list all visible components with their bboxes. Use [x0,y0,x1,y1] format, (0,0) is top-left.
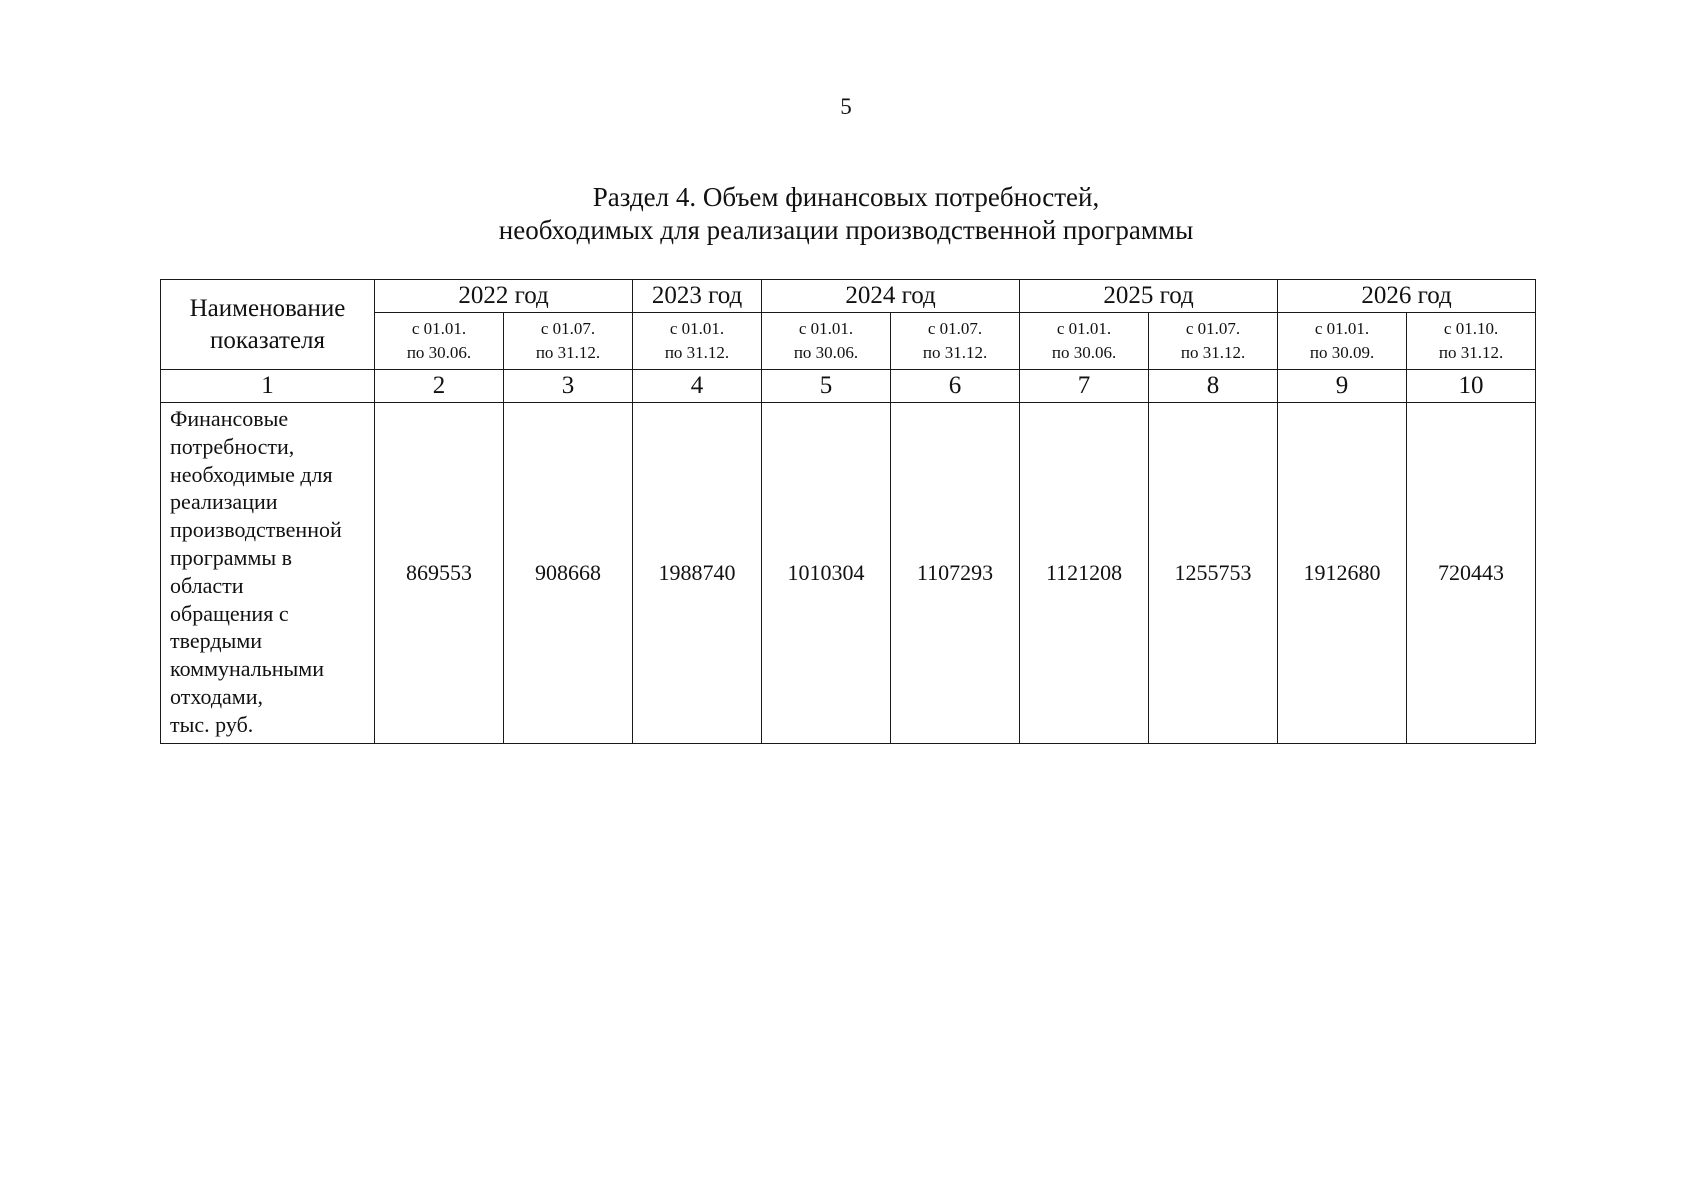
data-cell: 1988740 [633,403,762,744]
data-cell: 1121208 [1020,403,1149,744]
page-number: 5 [840,94,852,119]
period-header: с 01.10. по 31.12. [1407,313,1536,370]
data-cell: 1255753 [1149,403,1278,744]
column-number: 3 [504,370,633,403]
column-number: 6 [891,370,1020,403]
period-header: с 01.07. по 31.12. [504,313,633,370]
data-cell: 1107293 [891,403,1020,744]
column-number: 10 [1407,370,1536,403]
section-title [0,181,1692,247]
column-number: 4 [633,370,762,403]
period-header: с 01.07. по 31.12. [1149,313,1278,370]
period-header: с 01.07. по 31.12. [891,313,1020,370]
column-number: 7 [1020,370,1149,403]
indicator-name-header-line-1: Наименование [189,294,346,322]
data-cell: 908668 [504,403,633,744]
year-header-2025: 2025 год [1020,280,1278,313]
financial-needs-table [160,279,1536,744]
period-header: с 01.01. по 30.09. [1278,313,1407,370]
year-header-2024: 2024 год [762,280,1020,313]
column-number-row [161,370,1536,403]
section-title-line-2: необходимых для реализации производственной программы [498,215,1194,245]
indicator-name-header-line-2: показателя [209,326,326,354]
data-cell: 869553 [375,403,504,744]
column-number: 9 [1278,370,1407,403]
data-cell: 1912680 [1278,403,1407,744]
data-cell: 720443 [1407,403,1536,744]
period-header: с 01.01. по 30.06. [1020,313,1149,370]
column-number: 1 [161,370,375,403]
indicator-name-header [161,280,375,370]
period-header: с 01.01. по 31.12. [633,313,762,370]
row-label: Финансовые потребности, необходимые для реализации производственной программы в области обращения с твердыми коммунальными отходами, тыс. руб. [161,403,375,744]
year-header-2026: 2026 год [1278,280,1536,313]
header-row-years [161,280,1536,313]
column-number: 8 [1149,370,1278,403]
section-title-line-1: Раздел 4. Объем финансовых потребностей, [592,182,1100,212]
period-header: с 01.01. по 30.06. [762,313,891,370]
period-header: с 01.01. по 30.06. [375,313,504,370]
column-number: 2 [375,370,504,403]
year-header-2022: 2022 год [375,280,633,313]
table-row [161,403,1536,744]
data-cell: 1010304 [762,403,891,744]
year-header-2023: 2023 год [633,280,762,313]
column-number: 5 [762,370,891,403]
